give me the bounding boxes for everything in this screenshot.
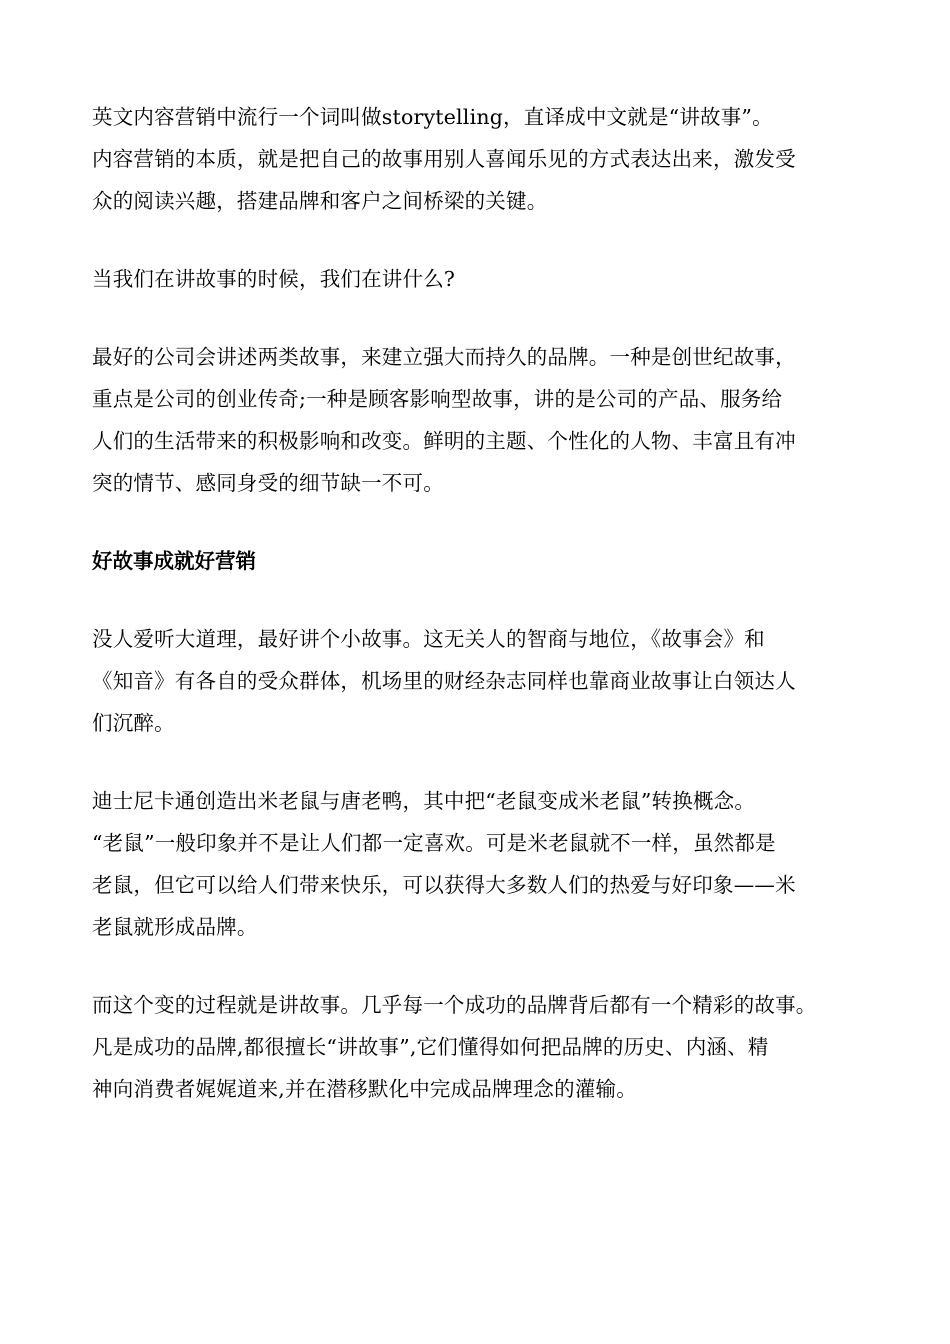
paragraph-brand-stories [92,984,868,1110]
text-line: 最好的公司会讲述两类故事，来建立强大而持久的品牌。一种是创世纪故事， [92,345,796,369]
text-line: 老鼠，但它可以给人们带来快乐，可以获得大多数人们的热爱与好印象——米 [92,873,796,897]
text-line: 们沉醉。 [92,711,175,735]
text-line: 重点是公司的创业传奇;一种是顾客影响型故事，讲的是公司的产品、服务给 [92,387,783,411]
text-line: “老鼠”一般印象并不是让人们都一定喜欢。可是米老鼠就不一样，虽然都是 [92,831,776,855]
text-line: 人们的生活带来的积极影响和改变。鲜明的主题、个性化的人物、丰富且有冲 [92,429,796,453]
text-line: 迪士尼卡通创造出米老鼠与唐老鸭，其中把“老鼠变成米老鼠”转换概念。 [92,789,756,813]
text-line: 当我们在讲故事的时候，我们在讲什么? [92,267,456,291]
paragraph-storytelling-intro [92,96,868,222]
paragraph-question [92,258,868,300]
text-line: 老鼠就形成品牌。 [92,915,258,939]
text-line: 英文内容营销中流行一个词叫做storytelling，直译成中文就是“讲故事”。 [92,105,773,129]
text-line: 内容营销的本质，就是把自己的故事用别人喜闻乐见的方式表达出来，激发受 [92,147,796,171]
paragraph-disney [92,780,868,948]
text-line: 凡是成功的品牌,都很擅长“讲故事”,它们懂得如何把品牌的历史、内涵、精 [92,1035,769,1059]
paragraph-two-story-types [92,336,868,504]
document-page [92,96,868,1146]
text-line: 而这个变的过程就是讲故事。几乎每一个成功的品牌背后都有一个精彩的故事。 [92,993,817,1017]
section-heading: 好故事成就好营销 [92,549,256,573]
text-line: 突的情节、感同身受的细节缺一不可。 [92,471,444,495]
text-line: 《知音》有各自的受众群体，机场里的财经杂志同样也靠商业故事让白领达人 [92,669,796,693]
text-line: 没人爱听大道理，最好讲个小故事。这无关人的智商与地位，《故事会》和 [92,627,765,651]
text-line: 神向消费者娓娓道来,并在潜移默化中完成品牌理念的灌输。 [92,1077,637,1101]
paragraph-small-story [92,618,868,744]
text-line: 众的阅读兴趣，搭建品牌和客户之间桥梁的关键。 [92,189,548,213]
